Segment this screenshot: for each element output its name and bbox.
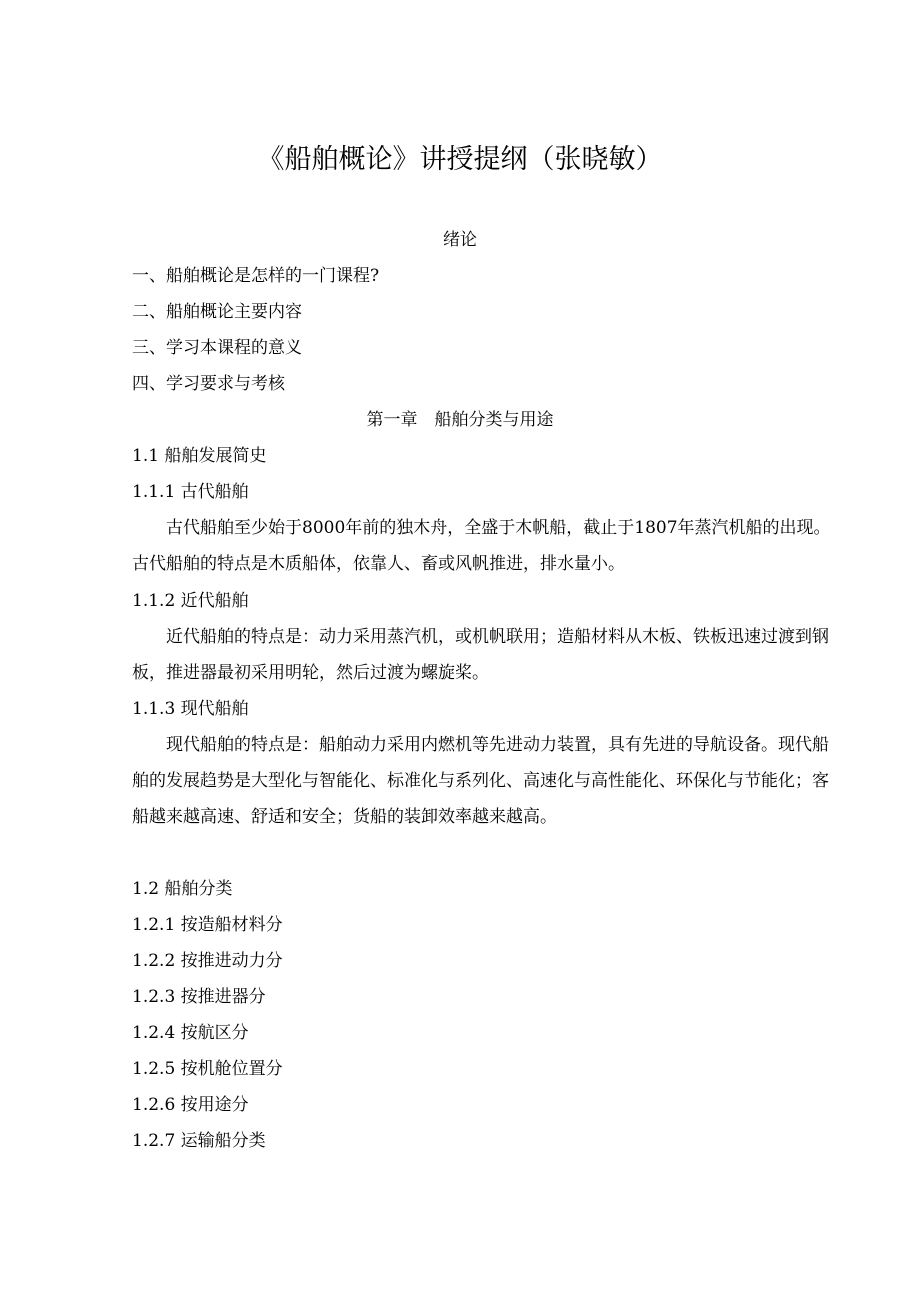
intro-item: 三、学习本课程的意义 (132, 338, 302, 358)
subsection-heading: 1.1.2 近代船舶 (132, 591, 249, 611)
subsection-item: 1.2.7 运输船分类 (132, 1131, 266, 1151)
section-heading: 1.1 船舶发展简史 (132, 446, 267, 466)
paragraph-contemporary-ships: 现代船舶的特点是：船舶动力采用内燃机等先进动力装置，具有先进的导航设备。现代船舶的发展趋势是大型化与智能化、标准化与系列化、高速化与高性能化、环保化与节能化；客船越来越高速、舒适和安全；货船的装卸效率越来越高。 (132, 735, 829, 827)
intro-item: 四、学习要求与考核 (132, 374, 285, 394)
subsection-item: 1.2.3 按推进器分 (132, 987, 266, 1007)
subsection-heading: 1.1.3 现代船舶 (132, 699, 249, 719)
subsection-item: 1.2.6 按用途分 (132, 1095, 249, 1115)
section-heading: 1.2 船舶分类 (132, 879, 233, 899)
subsection-item: 1.2.2 按推进动力分 (132, 951, 283, 971)
document-title: 《船舶概论》讲授提纲（张晓敏） (257, 144, 663, 175)
intro-heading: 绪论 (443, 230, 477, 250)
paragraph-ancient-ships: 古代船舶至少始于8000年前的独木舟，全盛于木帆船，截止于1807年蒸汽机船的出现。古代船舶的特点是木质船体，依靠人、畜或风帆推进，排水量小。 (132, 518, 831, 574)
subsection-item: 1.2.5 按机舱位置分 (132, 1059, 283, 1079)
chapter-heading: 第一章 船舶分类与用途 (366, 410, 554, 430)
subsection-item: 1.2.1 按造船材料分 (132, 915, 283, 935)
paragraph-modern-early-ships: 近代船舶的特点是：动力采用蒸汽机，或机帆联用；造船材料从木板、铁板迅速过渡到钢板，推进器最初采用明轮，然后过渡为螺旋桨。 (132, 627, 829, 683)
subsection-heading: 1.1.1 古代船舶 (132, 482, 249, 502)
intro-item: 一、船舶概论是怎样的一门课程? (132, 266, 380, 286)
intro-item: 二、船舶概论主要内容 (132, 302, 302, 322)
subsection-item: 1.2.4 按航区分 (132, 1023, 249, 1043)
